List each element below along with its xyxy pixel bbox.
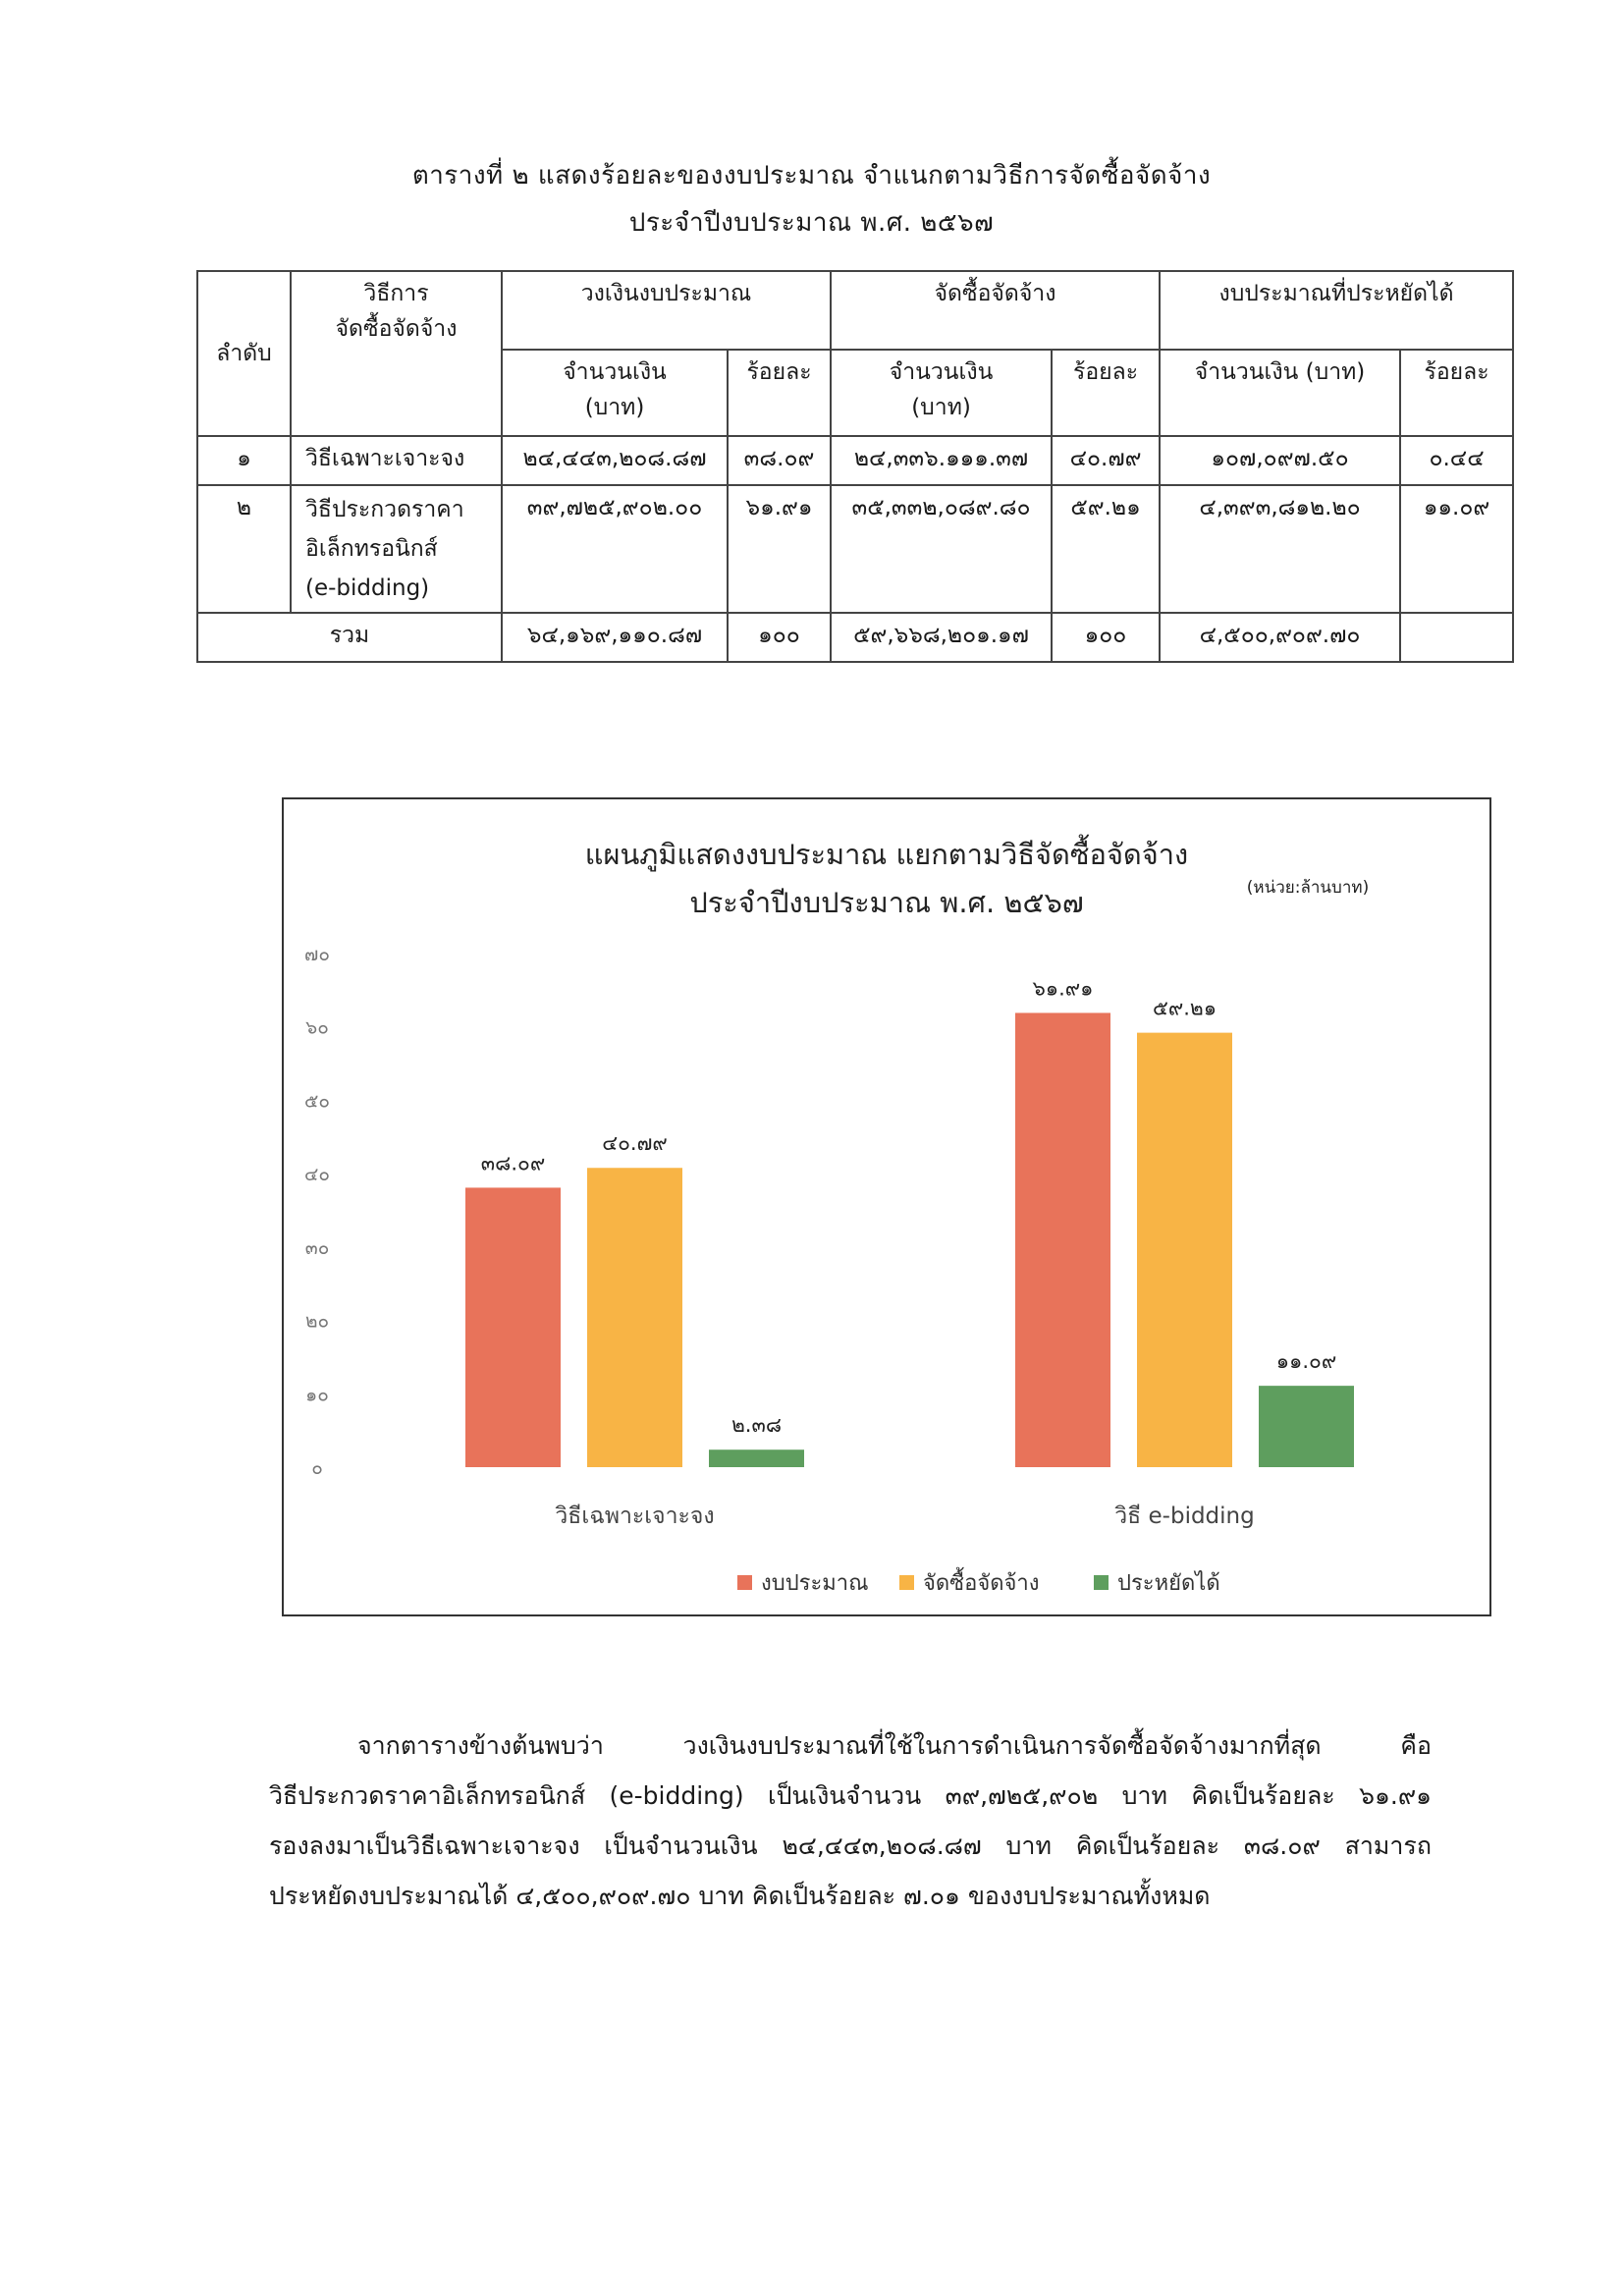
budget-chart (282, 797, 1491, 1616)
y-tick-label: ๗๐ (304, 944, 330, 965)
bar-data-label: ๓๘.๐๙ (480, 1151, 546, 1175)
legend-label: งบประมาณ (761, 1571, 869, 1596)
x-category-label: วิธีเฉพาะเจาะจง (555, 1503, 715, 1529)
cell-procured-percent: ๕๙.๒๑ (1052, 485, 1160, 613)
legend-swatch (1094, 1575, 1109, 1590)
cell-procured-amount: ๓๕,๓๓๒,๐๘๙.๘๐ (831, 485, 1052, 613)
cell-total-budget-percent: ๑๐๐ (728, 613, 831, 662)
chart-subtitle: ประจำปีงบประมาณ พ.ศ. ๒๕๖๗ (689, 886, 1084, 919)
cell-saved-percent: ๑๑.๐๙ (1400, 485, 1513, 613)
bar-data-label: ๒.๓๘ (730, 1413, 783, 1438)
header-procured: จัดซื้อจัดจ้าง (831, 271, 1160, 350)
table-header-row-1 (197, 271, 1513, 350)
cell-budget-amount: ๒๔,๔๔๓,๒๐๘.๘๗ (502, 436, 728, 485)
cell-total-budget-amount: ๖๔,๑๖๙,๑๑๐.๘๗ (502, 613, 728, 662)
budget-table (196, 270, 1514, 663)
cell-method: วิธีประกวดราคา อิเล็กทรอนิกส์ (e-bidding) (291, 485, 502, 613)
header-budget-percent: ร้อยละ (728, 350, 831, 436)
cell-method: วิธีเฉพาะเจาะจง (291, 436, 502, 485)
paragraph-line: จากตารางข้างต้นพบว่า วงเงินงบประมาณที่ใช้ในการดำเนินการจัดซื้อจัดจ้างมากที่สุด คือ (357, 1731, 1432, 1760)
y-tick-label: ๒๐ (304, 1310, 330, 1333)
header-saved: งบประมาณที่ประหยัดได้ (1160, 271, 1513, 350)
summary-paragraph (269, 1721, 1432, 1921)
header-budget-amount: จำนวนเงิน (บาท) (502, 350, 728, 436)
y-tick-label: ๕๐ (304, 1090, 330, 1113)
header-saved-amount: จำนวนเงิน (บาท) (1160, 350, 1400, 436)
header-budget: วงเงินงบประมาณ (502, 271, 831, 350)
bar (1137, 1033, 1232, 1467)
cell-procured-percent: ๔๐.๗๙ (1052, 436, 1160, 485)
legend-swatch (737, 1575, 752, 1590)
paragraph-line: รองลงมาเป็นวิธีเฉพาะเจาะจง เป็นจำนวนเงิน ๒๔,๔๔๓,๒๐๘.๘๗ บาท คิดเป็นร้อยละ ๓๘.๐๙ สามารถ (269, 1831, 1432, 1860)
y-tick-label: ๔๐ (304, 1164, 330, 1186)
x-axis (555, 1503, 1254, 1529)
header-saved-percent: ร้อยละ (1400, 350, 1513, 436)
chart-canvas (284, 799, 1489, 1614)
paragraph-line: ประหยัดงบประมาณได้ ๔,๕๐๐,๙๐๙.๗๐ บาท คิดเป็นร้อยละ ๗.๐๑ ของงบประมาณทั้งหมด (269, 1882, 1211, 1910)
bar-group (465, 976, 1354, 1467)
chart-legend (737, 1567, 1220, 1596)
cell-budget-percent: ๖๑.๙๑ (728, 485, 831, 613)
table-caption-line2: ประจำปีงบประมาณ พ.ศ. ๒๕๖๗ (628, 208, 995, 238)
header-order: ลำดับ (197, 271, 291, 436)
header-procured-amount: จำนวนเงิน (บาท) (831, 350, 1052, 436)
cell-total-procured-percent: ๑๐๐ (1052, 613, 1160, 662)
y-tick-label: ๑๐ (305, 1384, 329, 1406)
x-category-label: วิธี e-bidding (1114, 1503, 1255, 1529)
bar (465, 1187, 561, 1467)
cell-saved-amount: ๑๐๗,๐๙๗.๕๐ (1160, 436, 1400, 485)
legend-label: จัดซื้อจัดจ้าง (923, 1571, 1040, 1596)
cell-total-label: รวม (197, 613, 502, 662)
bar (587, 1168, 682, 1467)
cell-procured-amount: ๒๔,๓๓๖.๑๑๑.๓๗ (831, 436, 1052, 485)
bar (709, 1449, 804, 1467)
paragraph-line: วิธีประกวดราคาอิเล็กทรอนิกส์ (e-bidding) เป็นเงินจำนวน ๓๙,๗๒๕,๙๐๒ บาท คิดเป็นร้อยละ ๖๑.๙๑ (269, 1781, 1432, 1810)
table-row (197, 436, 1513, 485)
y-axis (304, 944, 330, 1479)
cell-saved-percent: ๐.๔๔ (1400, 436, 1513, 485)
cell-total-saved-amount: ๔,๕๐๐,๙๐๙.๗๐ (1160, 613, 1400, 662)
cell-total-saved-percent (1400, 613, 1513, 662)
header-method: วิธีการ จัดซื้อจัดจ้าง (291, 271, 502, 436)
table-total-row (197, 613, 1513, 662)
y-tick-label: ๓๐ (304, 1236, 330, 1259)
cell-saved-amount: ๔,๓๙๓,๘๑๒.๒๐ (1160, 485, 1400, 613)
y-tick-label: ๐ (311, 1457, 323, 1479)
y-tick-label: ๖๐ (305, 1016, 329, 1039)
bar-data-label: ๕๙.๒๑ (1152, 996, 1217, 1020)
chart-unit-note: (หน่วย:ล้านบาท) (1246, 878, 1370, 898)
chart-title: แผนภูมิแสดงงบประมาณ แยกตามวิธีจัดซื้อจัดจ้าง (584, 838, 1189, 871)
bar-data-label: ๑๑.๐๙ (1275, 1349, 1337, 1374)
table-row (197, 485, 1513, 613)
cell-order: ๑ (197, 436, 291, 485)
legend-label: ประหยัดได้ (1117, 1571, 1220, 1596)
cell-order: ๒ (197, 485, 291, 613)
bar (1015, 1012, 1110, 1467)
bar-data-label: ๖๑.๙๑ (1032, 976, 1094, 1001)
legend-swatch (899, 1575, 914, 1590)
cell-budget-percent: ๓๘.๐๙ (728, 436, 831, 485)
cell-total-procured-amount: ๕๙,๖๖๘,๒๐๑.๑๗ (831, 613, 1052, 662)
header-procured-percent: ร้อยละ (1052, 350, 1160, 436)
table-caption-line1: ตารางที่ ๒ แสดงร้อยละของงบประมาณ จำแนกตามวิธีการจัดซื้อจัดจ้าง (411, 161, 1212, 191)
bar-data-label: ๔๐.๗๙ (602, 1131, 668, 1156)
cell-budget-amount: ๓๙,๗๒๕,๙๐๒.๐๐ (502, 485, 728, 613)
bar (1259, 1386, 1354, 1467)
